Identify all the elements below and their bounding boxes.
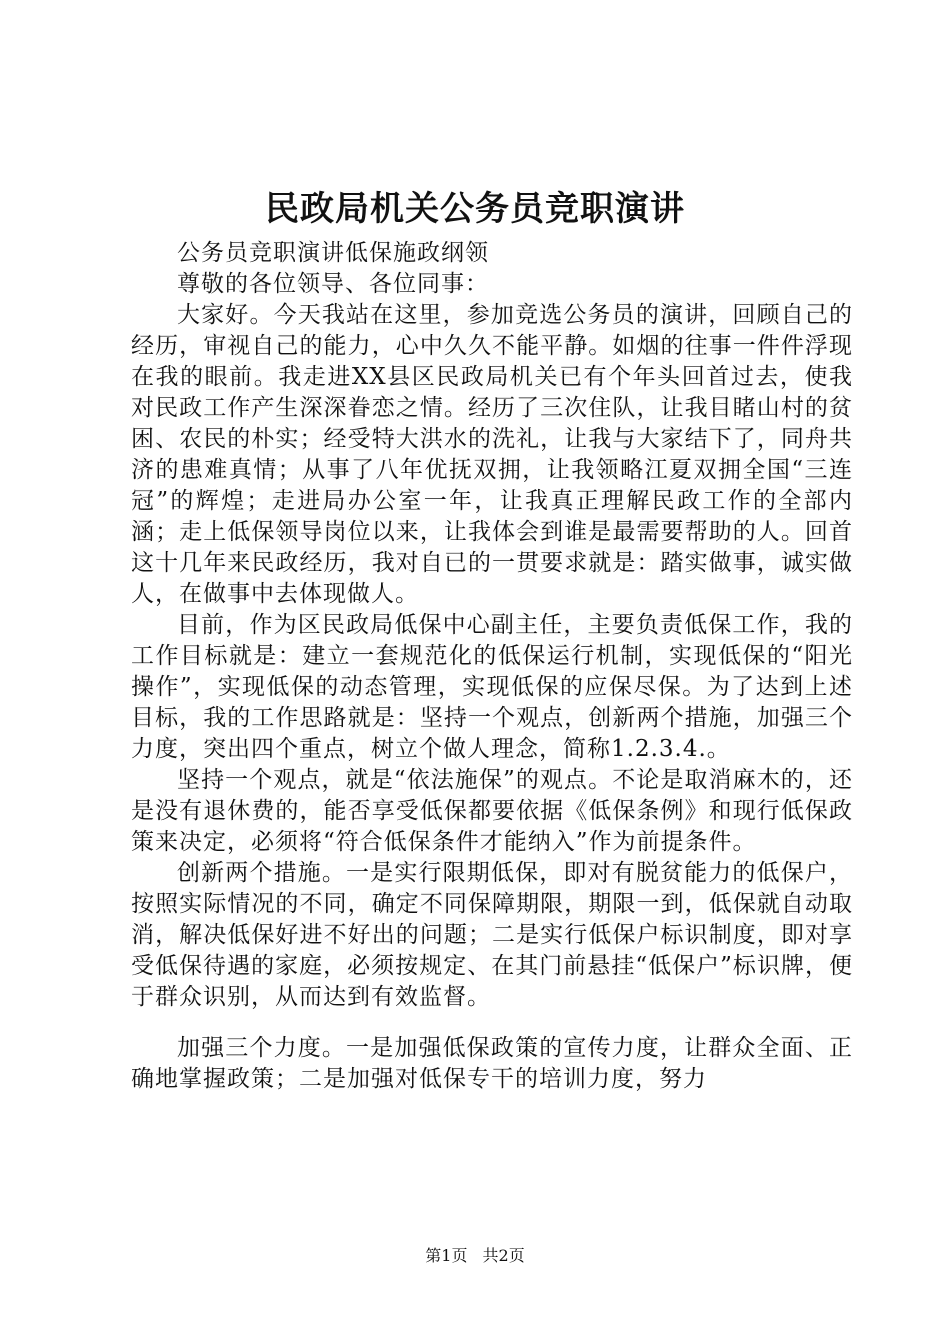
paragraph-subtitle: 公务员竞职演讲低保施政纲领	[177, 240, 489, 266]
document-title: 民政局机关公务员竞职演讲	[265, 189, 685, 229]
paragraph-introduction: 大家好。今天我站在这里，参加竞选公务员的演讲，回顾自己的经历，审视自己的能力，心中久久不能平静。如烟的往事一件件浮现在我的眼前。我走进XX县区民政局机关已有个年头回首过去，使我对民政工作产生深深眷恋之情。经历了三次住队，让我目睹山村的贫困、农民的朴实；经受特大洪水的洗礼，让我与大家结下了，同舟共济的患难真情；从事了八年优抚双拥，让我领略江夏双拥全国“三连冠”的辉煌；走进局办公室一年，让我真正理解民政工作的全部内涵；走上低保领导岗位以来，让我体会到谁是最需要帮助的人。回首这十几年来民政经历，我对自已的一贯要求就是：踏实做事，诚实做人，在做事中去体现做人。	[131, 302, 853, 607]
document-body	[131, 238, 853, 1095]
paragraph-three-efforts: 加强三个力度。一是加强低保政策的宣传力度，让群众全面、正确地掌握政策；二是加强对低保专干的培训力度，努力	[131, 1035, 853, 1092]
paragraph-two-measures: 创新两个措施。一是实行限期低保，即对有脱贫能力的低保户，按照实际情况的不同，确定不同保障期限，期限一到，低保就自动取消，解决低保好进不好出的问题；二是实行低保户标识制度，即对享受低保待遇的家庭，必须按规定、在其门前悬挂“低保户”标识牌，便于群众识别，从而达到有效监督。	[131, 860, 853, 1010]
paragraph-salutation: 尊敬的各位领导、各位同事：	[177, 271, 489, 297]
page-footer	[0, 1245, 950, 1267]
page-number: 第1页	[425, 1246, 468, 1265]
paragraph-one-viewpoint: 坚持一个观点，就是“依法施保”的观点。不论是取消麻木的，还是没有退休费的，能否享受低保都要依据《低保条例》和现行低保政策来决定，必须将“符合低保条件才能纳入”作为前提条件。	[131, 767, 853, 855]
page-total: 共2页	[482, 1246, 525, 1265]
paragraph-work-goals: 目前，作为区民政局低保中心副主任，主要负责低保工作，我的工作目标就是：建立一套规范化的低保运行机制，实现低保的“阳光操作”，实现低保的动态管理，实现低保的应保尽保。为了达到上述目标，我的工作思路就是：坚持一个观点，创新两个措施，加强三个力度，突出四个重点，树立个做人理念，简称1.2.3.4.。	[131, 612, 853, 762]
